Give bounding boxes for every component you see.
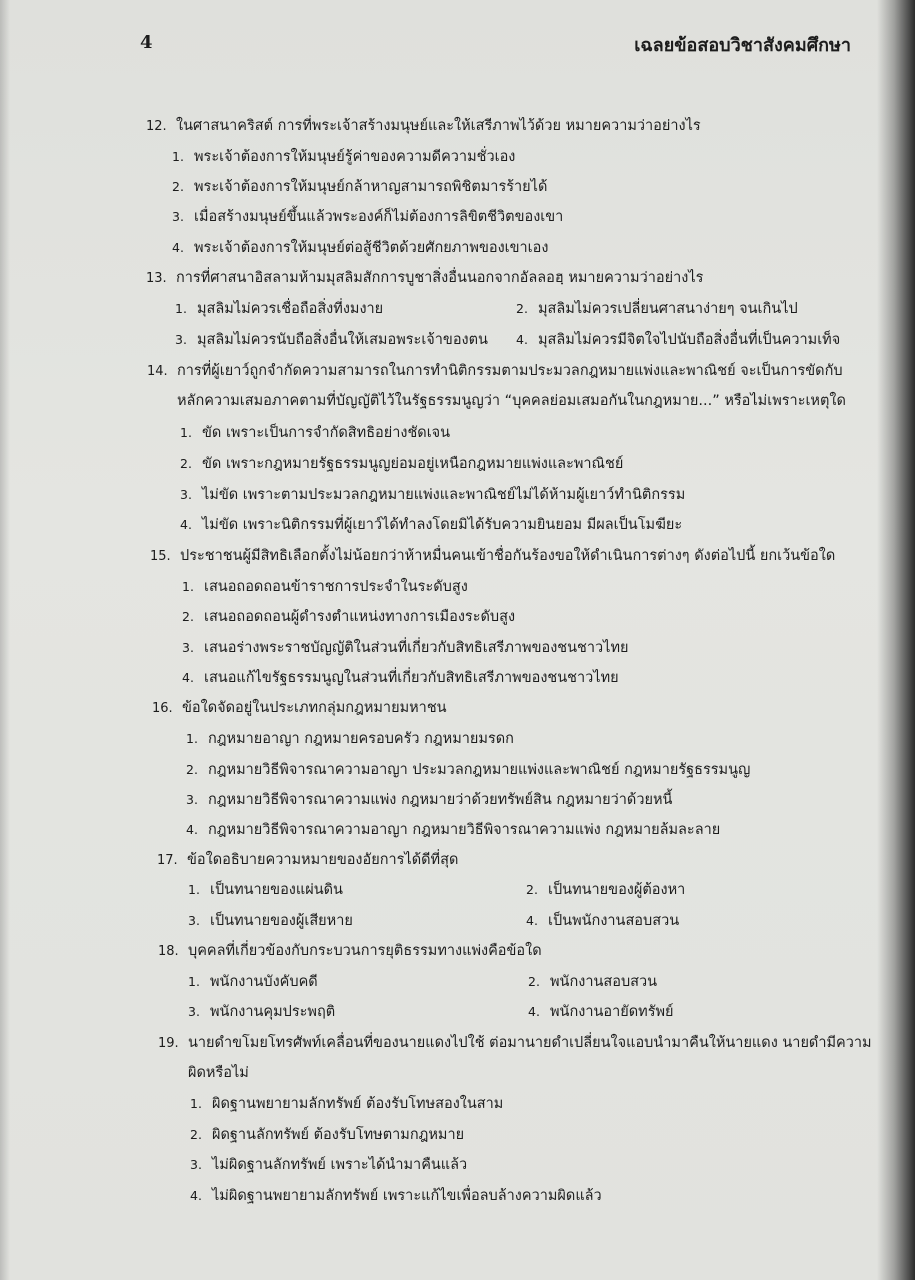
option-number: 4. [186, 822, 198, 837]
option-number: 1. [188, 882, 200, 897]
option-number: 2. [516, 301, 528, 316]
option-text: พนักงานบังคับคดี [210, 974, 318, 990]
option-number: 3. [188, 913, 200, 928]
option-number: 2. [528, 974, 540, 989]
option-18-4 [528, 1002, 674, 1022]
option-18-2 [528, 972, 657, 992]
option-text: ไม่ผิดฐานลักทรัพย์ เพราะได้นำมาคืนแล้ว [212, 1157, 468, 1173]
option-text: พระเจ้าต้องการให้มนุษย์กล้าหาญสามารถพิชิตมารร้ายได้ [194, 179, 548, 195]
option-17-4 [526, 911, 679, 931]
option-16-3 [186, 790, 672, 810]
option-number: 3. [188, 1004, 200, 1019]
question-14-line-2 [177, 391, 846, 411]
option-text: มุสลิมไม่ควรมีจิตใจไปนับถือสิ่งอื่นที่เป็นความเท็จ [538, 332, 841, 348]
option-16-2 [186, 760, 750, 780]
option-13-4 [516, 330, 840, 350]
running-title: เฉลยข้อสอบวิชาสังคมศึกษา [634, 35, 851, 56]
option-number: 2. [190, 1127, 202, 1142]
option-number: 3. [186, 792, 198, 807]
option-19-4 [190, 1186, 602, 1206]
option-12-2 [172, 177, 547, 197]
option-number: 4. [182, 670, 194, 685]
option-text: เสนอถอดถอนผู้ดำรงตำแหน่งทางการเมืองระดับสูง [204, 609, 516, 625]
option-text: ไม่ขัด เพราะตามประมวลกฎหมายแพ่งและพาณิชย์ไม่ได้ห้ามผู้เยาว์ทำนิติกรรม [202, 487, 686, 503]
question-text: ในศาสนาคริสต์ การที่พระเจ้าสร้างมนุษย์และให้เสรีภาพไว้ด้วย หมายความว่าอย่างไร [176, 118, 701, 134]
option-number: 4. [180, 517, 192, 532]
option-text: พนักงานอายัดทรัพย์ [550, 1004, 674, 1020]
option-number: 1. [182, 579, 194, 594]
option-text: ไม่ขัด เพราะนิติกรรมที่ผู้เยาว์ได้ทำลงโดยมิได้รับความยินยอม มีผลเป็นโมฆียะ [202, 517, 683, 533]
question-14 [147, 361, 843, 382]
option-text: พระเจ้าต้องการให้มนุษย์ต่อสู้ชีวิตด้วยศักยภาพของเขาเอง [194, 240, 549, 256]
option-number: 1. [172, 149, 184, 164]
option-number: 3. [190, 1157, 202, 1172]
question-text: นายดำขโมยโทรศัพท์เคลื่อนที่ของนายแดงไปใช้ ต่อมานายดำเปลี่ยนใจแอบนำมาคืนให้นายแดง นายดำมีความ [188, 1035, 872, 1051]
option-text: ไม่ผิดฐานพยายามลักทรัพย์ เพราะแก้ไขเพื่อลบล้างความผิดแล้ว [212, 1188, 602, 1204]
option-number: 1. [180, 425, 192, 440]
option-12-3 [172, 207, 563, 227]
option-13-3 [175, 330, 488, 350]
option-number: 4. [516, 332, 528, 347]
option-number: 2. [180, 456, 192, 471]
option-18-3 [188, 1002, 335, 1022]
option-number: 1. [175, 301, 187, 316]
question-13 [146, 268, 703, 289]
question-text: ประชาชนผู้มีสิทธิเลือกตั้งไม่น้อยกว่าห้าหมื่นคนเข้าชื่อกันร้องขอให้ดำเนินการต่างๆ ดังต่อไปนี้ ยกเว้นข้อใด [180, 548, 836, 564]
option-number: 3. [182, 640, 194, 655]
option-14-3 [180, 485, 685, 505]
question-number: 16. [152, 701, 173, 716]
option-15-1 [182, 577, 468, 597]
question-17 [157, 850, 458, 871]
option-text: ผิดฐานลักทรัพย์ ต้องรับโทษตามกฎหมาย [212, 1127, 465, 1143]
option-text: เสนอร่างพระราชบัญญัติในส่วนที่เกี่ยวกับสิทธิเสรีภาพของชนชาวไทย [204, 640, 629, 656]
question-text: บุคคลที่เกี่ยวข้องกับกระบวนการยุติธรรมทางแพ่งคือข้อใด [188, 943, 542, 959]
question-number: 15. [150, 549, 171, 564]
question-text: ข้อใดอธิบายความหมายของอัยการได้ดีที่สุด [187, 852, 459, 868]
option-text: พระเจ้าต้องการให้มนุษย์รู้ค่าของความดีความชั่วเอง [194, 149, 516, 165]
option-text: พนักงานคุมประพฤติ [210, 1004, 336, 1020]
question-number: 17. [157, 853, 178, 868]
question-18 [158, 941, 542, 962]
option-17-3 [188, 911, 353, 931]
option-19-2 [190, 1125, 464, 1145]
option-13-1 [175, 299, 383, 319]
question-19 [158, 1033, 872, 1054]
option-13-2 [516, 299, 798, 319]
question-text: การที่ศาสนาอิสลามห้ามมุสลิมสักการบูชาสิ่งอื่นนอกจากอัลลอฮฺ หมายความว่าอย่างไร [176, 270, 704, 286]
question-15 [150, 546, 835, 567]
option-text: พนักงานสอบสวน [550, 974, 658, 990]
option-19-1 [190, 1094, 503, 1114]
option-number: 3. [180, 487, 192, 502]
option-text: ขัด เพราะกฎหมายรัฐธรรมนูญย่อมอยู่เหนือกฎหมายแพ่งและพาณิชย์ [202, 456, 624, 472]
option-number: 1. [186, 731, 198, 746]
option-14-1 [180, 423, 450, 443]
option-number: 3. [172, 209, 184, 224]
option-text: มุสลิมไม่ควรเชื่อถือสิ่งที่งมงาย [197, 301, 384, 317]
option-15-4 [182, 668, 619, 688]
option-number: 4. [526, 913, 538, 928]
question-text: ข้อใดจัดอยู่ในประเภทกลุ่มกฎหมายมหาชน [182, 700, 447, 716]
option-number: 4. [190, 1188, 202, 1203]
option-text: เสนอถอดถอนข้าราชการประจำในระดับสูง [204, 579, 468, 595]
option-number: 2. [182, 609, 194, 624]
option-18-1 [188, 972, 318, 992]
option-16-4 [186, 820, 720, 840]
question-number: 19. [158, 1036, 179, 1051]
option-number: 1. [190, 1096, 202, 1111]
question-number: 14. [147, 364, 168, 379]
question-12 [146, 116, 701, 137]
option-number: 2. [526, 882, 538, 897]
option-text: มุสลิมไม่ควรเปลี่ยนศาสนาง่ายๆ จนเกินไป [538, 301, 798, 317]
option-number: 4. [528, 1004, 540, 1019]
option-text: เป็นทนายของผู้ต้องหา [548, 882, 686, 898]
option-text: มุสลิมไม่ควรนับถือสิ่งอื่นให้เสมอพระเจ้าของตน [197, 332, 488, 348]
option-text: กฎหมายวิธีพิจารณาความแพ่ง กฎหมายว่าด้วยทรัพย์สิน กฎหมายว่าด้วยหนี้ [208, 792, 673, 808]
question-text-continued: หลักความเสมอภาคตามที่บัญญัติไว้ในรัฐธรรมนูญว่า “บุคคลย่อมเสมอกันในกฎหมาย...” หรือไม่เพราะเหตุใด [177, 393, 846, 409]
option-12-4 [172, 238, 548, 258]
option-text: เป็นทนายของผู้เสียหาย [210, 913, 353, 929]
page-number: 4 [140, 32, 153, 53]
option-number: 2. [172, 179, 184, 194]
option-text: เสนอแก้ไขรัฐธรรมนูญในส่วนที่เกี่ยวกับสิทธิเสรีภาพของชนชาวไทย [204, 670, 619, 686]
option-number: 1. [188, 974, 200, 989]
option-14-2 [180, 454, 623, 474]
question-number: 12. [146, 119, 167, 134]
option-17-1 [188, 880, 343, 900]
option-16-1 [186, 729, 514, 749]
option-text: เป็นทนายของแผ่นดิน [210, 882, 343, 898]
option-14-4 [180, 515, 682, 535]
option-text: เมื่อสร้างมนุษย์ขึ้นแล้วพระองค์ก็ไม่ต้องการลิขิตชีวิตของเขา [194, 209, 564, 225]
option-19-3 [190, 1155, 467, 1175]
option-17-2 [526, 880, 685, 900]
option-text: กฎหมายวิธีพิจารณาความอาญา กฎหมายวิธีพิจารณาความแพ่ง กฎหมายล้มละลาย [208, 822, 721, 838]
question-16 [152, 698, 447, 719]
option-number: 2. [186, 762, 198, 777]
option-text: เป็นพนักงานสอบสวน [548, 913, 680, 929]
option-number: 3. [175, 332, 187, 347]
option-15-2 [182, 607, 515, 627]
option-12-1 [172, 147, 515, 167]
question-number: 13. [146, 271, 167, 286]
question-text-continued: ผิดหรือไม่ [188, 1065, 249, 1081]
question-19-line-2 [188, 1063, 249, 1083]
option-text: กฎหมายอาญา กฎหมายครอบครัว กฎหมายมรดก [208, 731, 514, 747]
option-text: ผิดฐานพยายามลักทรัพย์ ต้องรับโทษสองในสาม [212, 1096, 504, 1112]
option-text: ขัด เพราะเป็นการจำกัดสิทธิอย่างชัดเจน [202, 425, 451, 441]
option-number: 4. [172, 240, 184, 255]
question-number: 18. [158, 944, 179, 959]
question-text: การที่ผู้เยาว์ถูกจำกัดความสามารถในการทำนิติกรรมตามประมวลกฎหมายแพ่งและพาณิชย์ จะเป็นการขัดกับ [177, 363, 843, 379]
option-text: กฎหมายวิธีพิจารณาความอาญา ประมวลกฎหมายแพ่งและพาณิชย์ กฎหมายรัฐธรรมนูญ [208, 762, 751, 778]
option-15-3 [182, 638, 629, 658]
